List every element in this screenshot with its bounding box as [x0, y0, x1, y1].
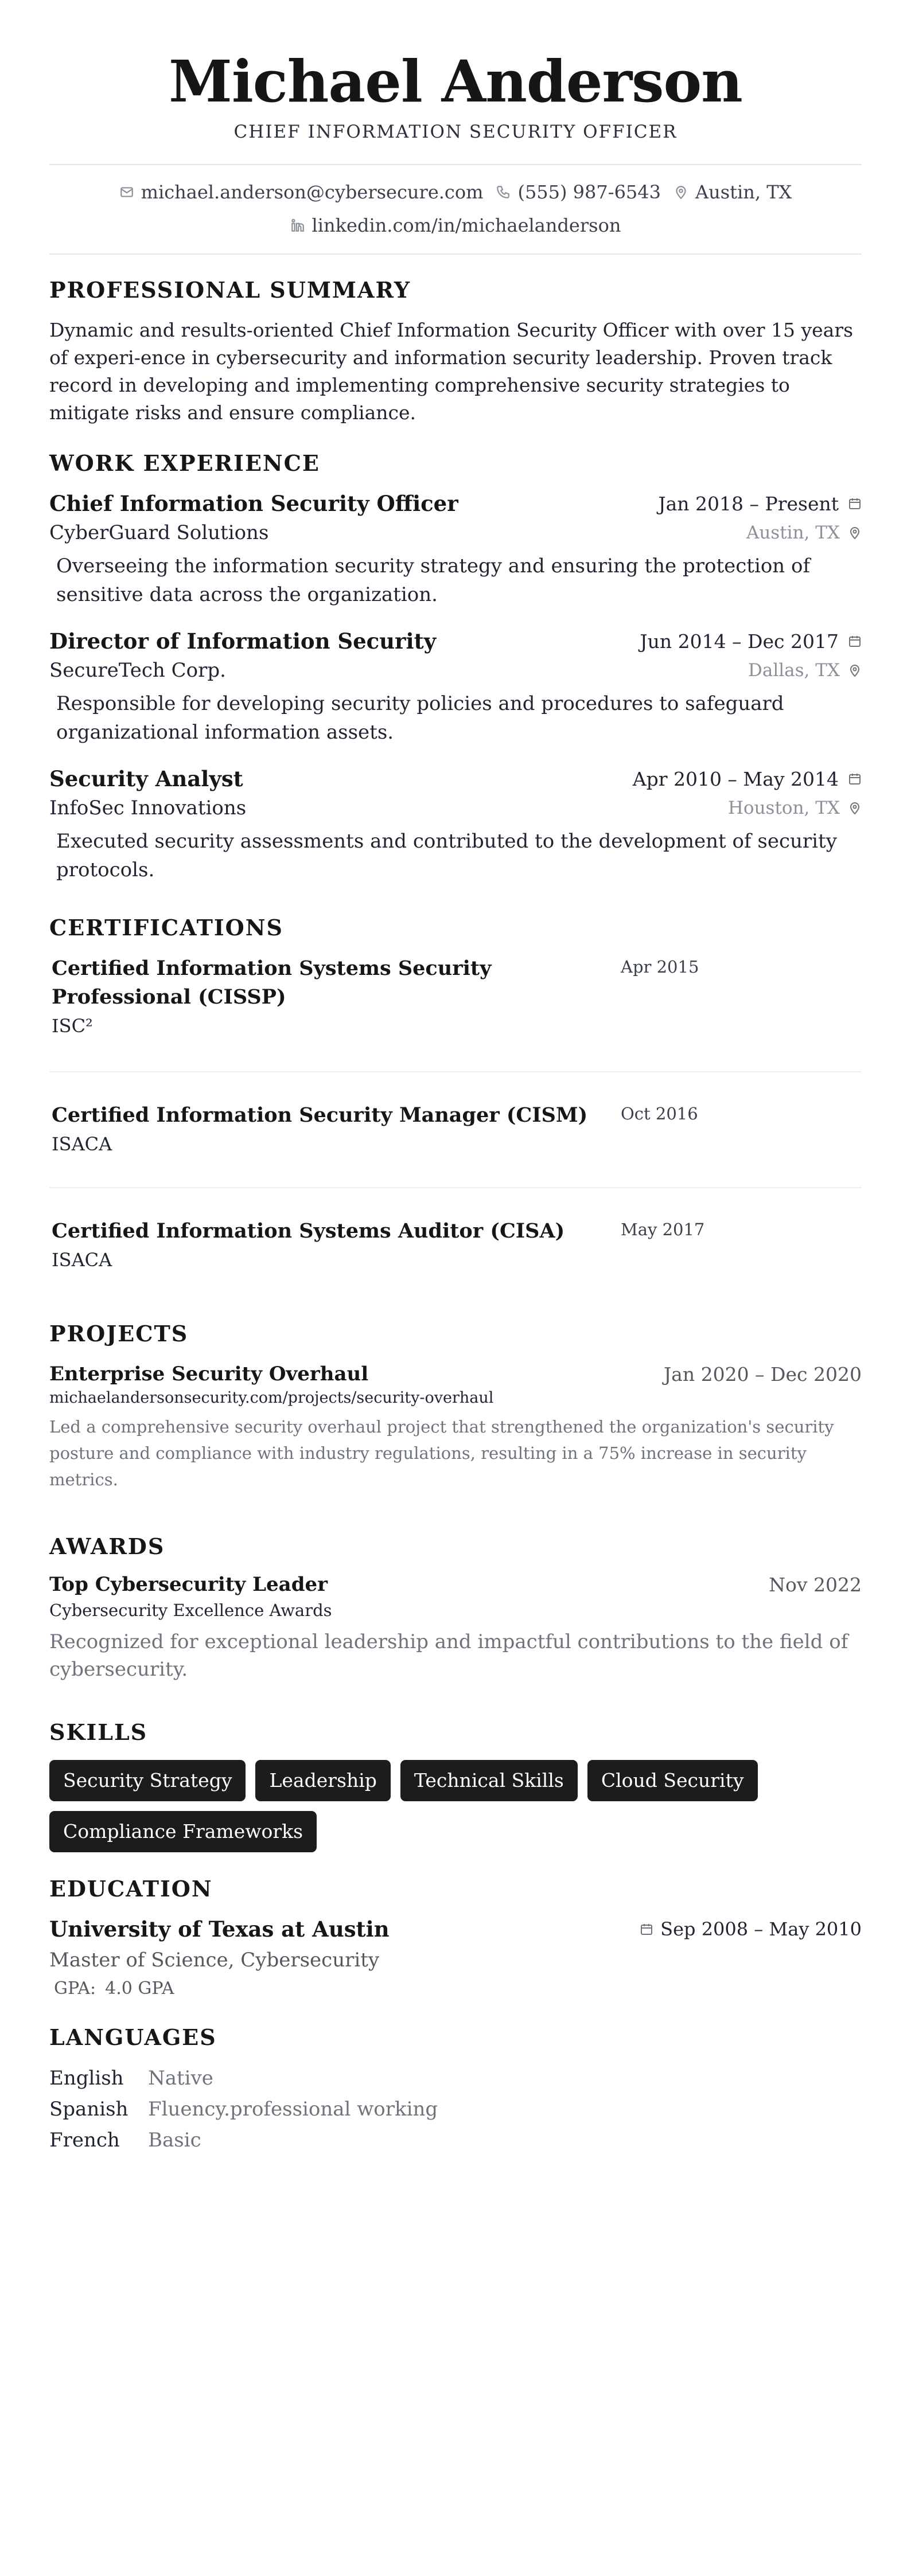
phone-text: (555) 987-6543 [517, 181, 661, 203]
certification-entry [49, 1072, 862, 1188]
map-pin-icon [848, 801, 862, 815]
education-section [49, 1875, 862, 1999]
job-title: Chief Information Security Officer [49, 491, 458, 516]
skill-tag: Cloud Security [587, 1760, 758, 1801]
contact-divider [49, 253, 862, 255]
certification-entry [49, 1188, 862, 1271]
award-organization: Cybersecurity Excellence Awards [49, 1601, 332, 1620]
gpa-label: GPA: [54, 1978, 96, 1999]
education-gpa [49, 1978, 862, 1999]
job-description: Overseeing the information security strategy and ensuring the protection of sensitive data across the organization. [56, 555, 811, 606]
calendar-icon [848, 497, 862, 510]
language-level: Fluency.professional working [148, 2098, 438, 2121]
award-description: Recognized for exceptional leadership and impactful contributions to the field of cybersecurity. [49, 1630, 848, 1681]
job-description: Responsible for developing security policies and procedures to safeguard organizational information assets. [56, 692, 784, 744]
language-name: French [49, 2129, 120, 2152]
job-dates: Jan 2018 – Present [658, 492, 839, 515]
job-location: Houston, TX [727, 798, 840, 818]
certifications-heading: CERTIFICATIONS [49, 915, 283, 940]
certification-issuer: ISC² [52, 1015, 93, 1037]
skill-tag: Technical Skills [400, 1760, 578, 1801]
job-description: Executed security assessments and contributed to the development of security protocols. [56, 830, 837, 881]
job-title: Security Analyst [49, 766, 243, 791]
job-location: Austin, TX [746, 522, 840, 543]
phone-contact[interactable] [496, 175, 661, 209]
certification-name: Certified Information Systems Security Professional (CISSP) [52, 957, 492, 1009]
job-dates: Apr 2010 – May 2014 [632, 767, 839, 790]
linkedin-text: linkedin.com/in/michaelanderson [312, 214, 621, 236]
calendar-icon [640, 1922, 653, 1936]
email-text: michael.anderson@cybersecure.com [141, 181, 484, 203]
project-dates: Jan 2020 – Dec 2020 [663, 1363, 862, 1385]
language-level: Basic [148, 2129, 201, 2152]
map-pin-icon [673, 185, 688, 200]
certification-date: Oct 2016 [621, 1104, 698, 1123]
certification-date: May 2017 [621, 1220, 705, 1239]
language-name: Spanish [49, 2098, 129, 2121]
map-pin-icon [848, 663, 862, 677]
summary-heading: PROFESSIONAL SUMMARY [49, 277, 411, 303]
skills-list [49, 1760, 862, 1852]
gpa-value: 4.0 GPA [105, 1978, 174, 1999]
linkedin-contact[interactable] [290, 209, 621, 242]
languages-section [49, 2024, 862, 2156]
calendar-icon [848, 634, 862, 648]
job-company: SecureTech Corp. [49, 659, 226, 682]
award-date: Nov 2022 [769, 1573, 862, 1596]
job-entry [49, 489, 862, 609]
summary-text: Dynamic and results-oriented Chief Information Security Officer with over 15 years of experi-ence in cybersecurity and information security leadership. Proven track record in developing and implementing comprehensive security strategies to mitigate risks and ensure compliance. [49, 319, 854, 424]
project-name: Enterprise Security Overhaul [49, 1363, 369, 1385]
certification-issuer: ISACA [52, 1133, 112, 1155]
candidate-title: CHIEF INFORMATION SECURITY OFFICER [233, 122, 678, 142]
language-row [49, 2063, 862, 2094]
education-heading: EDUCATION [49, 1876, 213, 1902]
project-entry [49, 1363, 862, 1493]
job-company: InfoSec Innovations [49, 797, 247, 819]
projects-section [49, 1320, 862, 1493]
award-name: Top Cybersecurity Leader [49, 1573, 328, 1596]
linkedin-icon [290, 218, 305, 233]
certification-name: Certified Information Security Manager (CISM) [52, 1103, 588, 1127]
projects-heading: PROJECTS [49, 1321, 189, 1346]
education-degree: Master of Science, Cybersecurity [49, 1949, 380, 1972]
education-school: University of Texas at Austin [49, 1917, 390, 1942]
phone-icon [496, 185, 511, 200]
location-text: Austin, TX [695, 181, 792, 203]
skills-heading: SKILLS [49, 1719, 148, 1745]
certifications-section [49, 914, 862, 1271]
job-entry [49, 764, 862, 884]
work-section [49, 450, 862, 884]
mail-icon [119, 185, 134, 200]
certification-issuer: ISACA [52, 1249, 112, 1271]
skill-tag: Compliance Frameworks [49, 1811, 317, 1852]
language-row [49, 2125, 862, 2156]
summary-section [49, 276, 862, 427]
education-entry [49, 1917, 862, 1999]
job-dates: Jun 2014 – Dec 2017 [640, 630, 839, 653]
awards-section [49, 1533, 862, 1683]
work-heading: WORK EXPERIENCE [49, 450, 320, 476]
calendar-icon [848, 772, 862, 786]
job-location: Dallas, TX [748, 660, 840, 681]
map-pin-icon [848, 526, 862, 540]
certification-name: Certified Information Systems Auditor (CISA) [52, 1219, 565, 1243]
job-title: Director of Information Security [49, 629, 437, 654]
project-link[interactable]: michaelandersonsecurity.com/projects/security-overhaul [49, 1389, 494, 1407]
awards-heading: AWARDS [49, 1533, 165, 1559]
skill-tag: Leadership [255, 1760, 390, 1801]
project-description: Led a comprehensive security overhaul project that strengthened the organization's security posture and compliance with industry regulations, resulting in a 75% increase in security metrics. [49, 1417, 834, 1489]
languages-list [49, 2063, 862, 2156]
language-name: English [49, 2067, 124, 2090]
language-level: Native [148, 2067, 213, 2090]
contact-block [49, 165, 862, 253]
languages-heading: LANGUAGES [49, 2024, 217, 2050]
certification-date: Apr 2015 [621, 957, 699, 977]
certification-entry [49, 954, 862, 1072]
job-entry [49, 626, 862, 747]
job-company: CyberGuard Solutions [49, 521, 269, 544]
skill-tag: Security Strategy [49, 1760, 246, 1801]
candidate-name: Michael Anderson [169, 48, 742, 115]
location-contact [673, 175, 792, 209]
email-contact[interactable] [119, 175, 484, 209]
language-row [49, 2094, 862, 2125]
award-entry [49, 1573, 862, 1683]
resume-page [49, 0, 862, 2156]
skills-section [49, 1719, 862, 1852]
education-dates: Sep 2008 – May 2010 [660, 1918, 862, 1940]
